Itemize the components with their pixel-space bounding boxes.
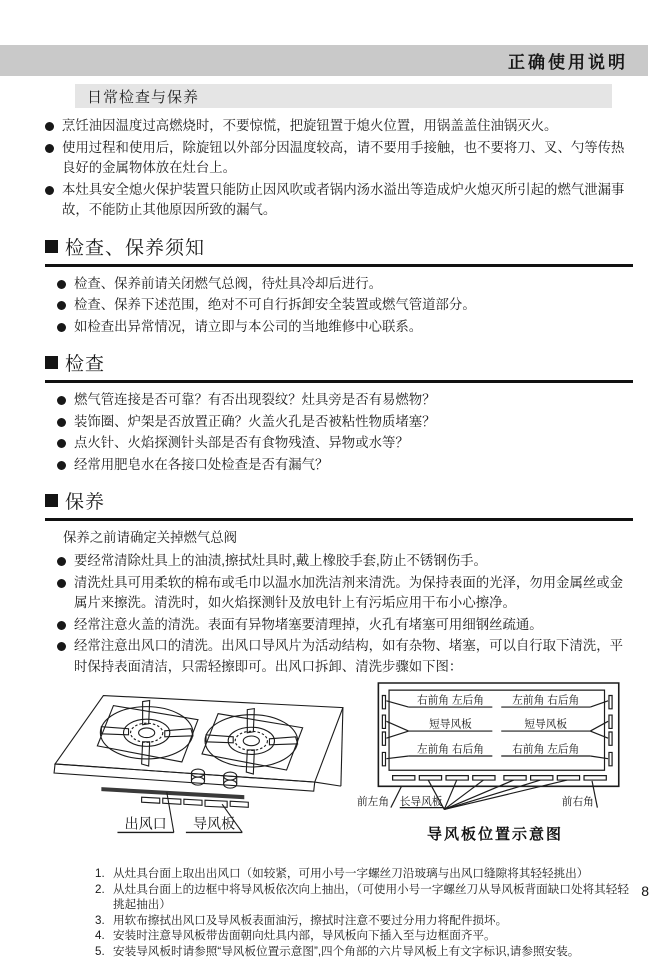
bullet-text: 检查、保养下述范围，绝对不可自行拆卸安全装置或燃气管道部分。 bbox=[74, 295, 476, 316]
list-item bbox=[45, 138, 633, 179]
maintenance-note: 保养之前请确定关掉燃气总阀 bbox=[63, 528, 633, 548]
step-number: 1. bbox=[95, 866, 113, 882]
pos-label: 左前角 右后角 bbox=[417, 742, 484, 755]
list-item bbox=[57, 636, 633, 677]
bullet-dot-icon bbox=[57, 280, 66, 289]
pos-label-long-deflector: 长导风板 bbox=[400, 795, 443, 808]
bullet-dot-icon bbox=[57, 579, 66, 588]
figures-row bbox=[45, 681, 633, 858]
step-item bbox=[95, 882, 633, 913]
stove-figure bbox=[45, 681, 357, 858]
bullet-dot-icon bbox=[57, 396, 66, 405]
burner-left bbox=[97, 701, 198, 766]
bullet-dot-icon bbox=[57, 557, 66, 566]
bullet-text: 清洗灶具可用柔软的棉布或毛巾以温水加洗洁剂来清洗。为保持表面的光泽，勿用金属丝或金属片来擦洗。清洗时，如火焰探测针及放电针上有污垢应用干布小心擦净。 bbox=[74, 573, 633, 614]
deflector-position-figure bbox=[357, 681, 633, 858]
step-text: 从灶具台面上的边框中将导风板依次向上抽出，（可使用小号一字螺丝刀从导风板背面缺口处将其轻轻挑起抽出） bbox=[113, 882, 633, 913]
pos-label: 短导风板 bbox=[524, 718, 567, 731]
topic-bar bbox=[75, 84, 612, 108]
step-number: 4. bbox=[95, 928, 113, 944]
bullet-dot-icon bbox=[57, 323, 66, 332]
list-item bbox=[57, 615, 633, 636]
page-header-bar bbox=[0, 45, 648, 76]
page-content bbox=[45, 116, 633, 959]
pos-label: 短导风板 bbox=[429, 718, 472, 731]
list-item bbox=[57, 317, 633, 338]
section-title: 检查 bbox=[65, 349, 105, 376]
right-edge-bars bbox=[609, 695, 612, 765]
step-item bbox=[95, 913, 633, 929]
intro-bullet-list bbox=[45, 116, 633, 221]
step-number: 5. bbox=[95, 944, 113, 959]
list-item bbox=[57, 274, 633, 295]
bullet-text: 燃气管连接是否可靠？有否出现裂纹？灶具旁是否有易燃物？ bbox=[74, 390, 436, 411]
notice-bullet-list bbox=[57, 274, 633, 338]
page-number: 8 bbox=[641, 883, 649, 899]
bullet-dot-icon bbox=[57, 461, 66, 470]
black-square-icon bbox=[45, 494, 58, 507]
topic-bar-title: 日常检查与保养 bbox=[87, 86, 199, 107]
bottom-bars bbox=[393, 776, 607, 780]
step-number: 3. bbox=[95, 913, 113, 929]
black-square-icon bbox=[45, 356, 58, 369]
section-title: 检查、保养须知 bbox=[65, 233, 205, 260]
bullet-text: 本灶具安全熄火保护装置只能防止因风吹或者锅内汤水溢出等造成炉火熄灭所引起的燃气泄漏事故，不能防止其他原因所致的漏气。 bbox=[62, 180, 633, 221]
air-outlet-slot bbox=[101, 787, 244, 799]
step-text: 安装导风板时请参照“导风板位置示意图”,四个角部的六片导风板上有文字标识,请参照安装。 bbox=[113, 944, 633, 959]
step-item bbox=[95, 944, 633, 959]
bullet-dot-icon bbox=[57, 418, 66, 427]
bullet-dot-icon bbox=[57, 301, 66, 310]
bullet-dot-icon bbox=[45, 186, 54, 195]
list-item bbox=[45, 180, 633, 221]
black-square-icon bbox=[45, 240, 58, 253]
section-title: 保养 bbox=[65, 487, 105, 514]
outlet-label: 出风口 bbox=[125, 815, 167, 831]
page-header-title: 正确使用说明 bbox=[508, 48, 628, 73]
figure-caption: 导风板位置示意图 bbox=[357, 823, 633, 844]
step-text: 从灶具台面上取出出风口（如较紧，可用小号一字螺丝刀沿玻璃与出风口缝隙将其轻轻挑出） bbox=[113, 866, 633, 882]
bullet-dot-icon bbox=[57, 642, 66, 651]
step-text: 安装时注意导风板带齿面朝向灶具内部，导风板向下插入至与边框面齐平。 bbox=[113, 928, 633, 944]
bullet-dot-icon bbox=[45, 144, 54, 153]
list-item bbox=[57, 295, 633, 316]
left-edge-bars bbox=[382, 695, 385, 765]
list-item bbox=[57, 433, 633, 454]
disassembly-steps bbox=[95, 866, 633, 959]
pos-label: 右前角 左后角 bbox=[417, 693, 484, 706]
bullet-text: 装饰圈、炉架是否放置正确？火盖火孔是否被粘性物质堵塞？ bbox=[74, 412, 436, 433]
bullet-text: 使用过程和使用后，除旋钮以外部分因温度较高，请不要用手接触，也不要将刀、叉、勺等传热良好的金属物体放在灶台上。 bbox=[62, 138, 633, 179]
list-item bbox=[57, 573, 633, 614]
stove-diagram bbox=[45, 681, 357, 853]
list-item bbox=[57, 390, 633, 411]
step-item bbox=[95, 928, 633, 944]
section-heading-inspection bbox=[45, 346, 633, 383]
deflector-pieces bbox=[142, 797, 249, 807]
pos-label-front-right: 前右角 bbox=[562, 795, 594, 808]
pos-label: 右前角 左后角 bbox=[512, 742, 579, 755]
pos-label-front-left: 前左角 bbox=[357, 795, 389, 808]
deflector-label: 导风板 bbox=[193, 815, 235, 831]
bullet-text: 烹饪油因温度过高燃烧时，不要惊慌，把旋钮置于熄火位置，用锅盖盖住油锅灭火。 bbox=[62, 116, 557, 137]
bullet-text: 经常用肥皂水在各接口处检查是否有漏气？ bbox=[74, 455, 328, 476]
bullet-text: 经常注意火盖的清洗。表面有异物堵塞要清理掉，火孔有堵塞可用细钢丝疏通。 bbox=[74, 615, 543, 636]
list-item bbox=[57, 455, 633, 476]
bullet-dot-icon bbox=[57, 621, 66, 630]
pos-label: 左前角 右后角 bbox=[512, 693, 579, 706]
step-text: 用软布擦拭出风口及导风板表面油污，擦拭时注意不要过分用力将配件损坏。 bbox=[113, 913, 633, 929]
bullet-dot-icon bbox=[57, 439, 66, 448]
section-heading-notice bbox=[45, 230, 633, 267]
deflector-position-diagram bbox=[357, 681, 633, 815]
bullet-text: 点火针、火焰探测针头部是否有食物残渣、异物或水等？ bbox=[74, 433, 409, 454]
list-item bbox=[45, 116, 633, 137]
step-number: 2. bbox=[95, 882, 113, 913]
list-item bbox=[57, 551, 633, 572]
step-item bbox=[95, 866, 633, 882]
burner-right bbox=[202, 709, 303, 774]
bullet-text: 检查、保养前请关闭燃气总阀，待灶具冷却后进行。 bbox=[74, 274, 382, 295]
maintenance-bullet-list bbox=[57, 551, 633, 677]
bullet-text: 如检查出异常情况，请立即与本公司的当地维修中心联系。 bbox=[74, 317, 422, 338]
section-heading-maintenance bbox=[45, 484, 633, 521]
bullet-text: 要经常清除灶具上的油渍,擦拭灶具时,戴上橡胶手套,防止不锈钢伤手。 bbox=[74, 551, 487, 572]
bullet-dot-icon bbox=[45, 122, 54, 131]
bullet-text: 经常注意出风口的清洗。出风口导风片为活动结构，如有杂物、堵塞，可以自行取下清洗，平时保持表面清洁，只需轻擦即可。出风口拆卸、清洗步骤如下图： bbox=[74, 636, 633, 677]
inspection-bullet-list bbox=[57, 390, 633, 475]
list-item bbox=[57, 412, 633, 433]
